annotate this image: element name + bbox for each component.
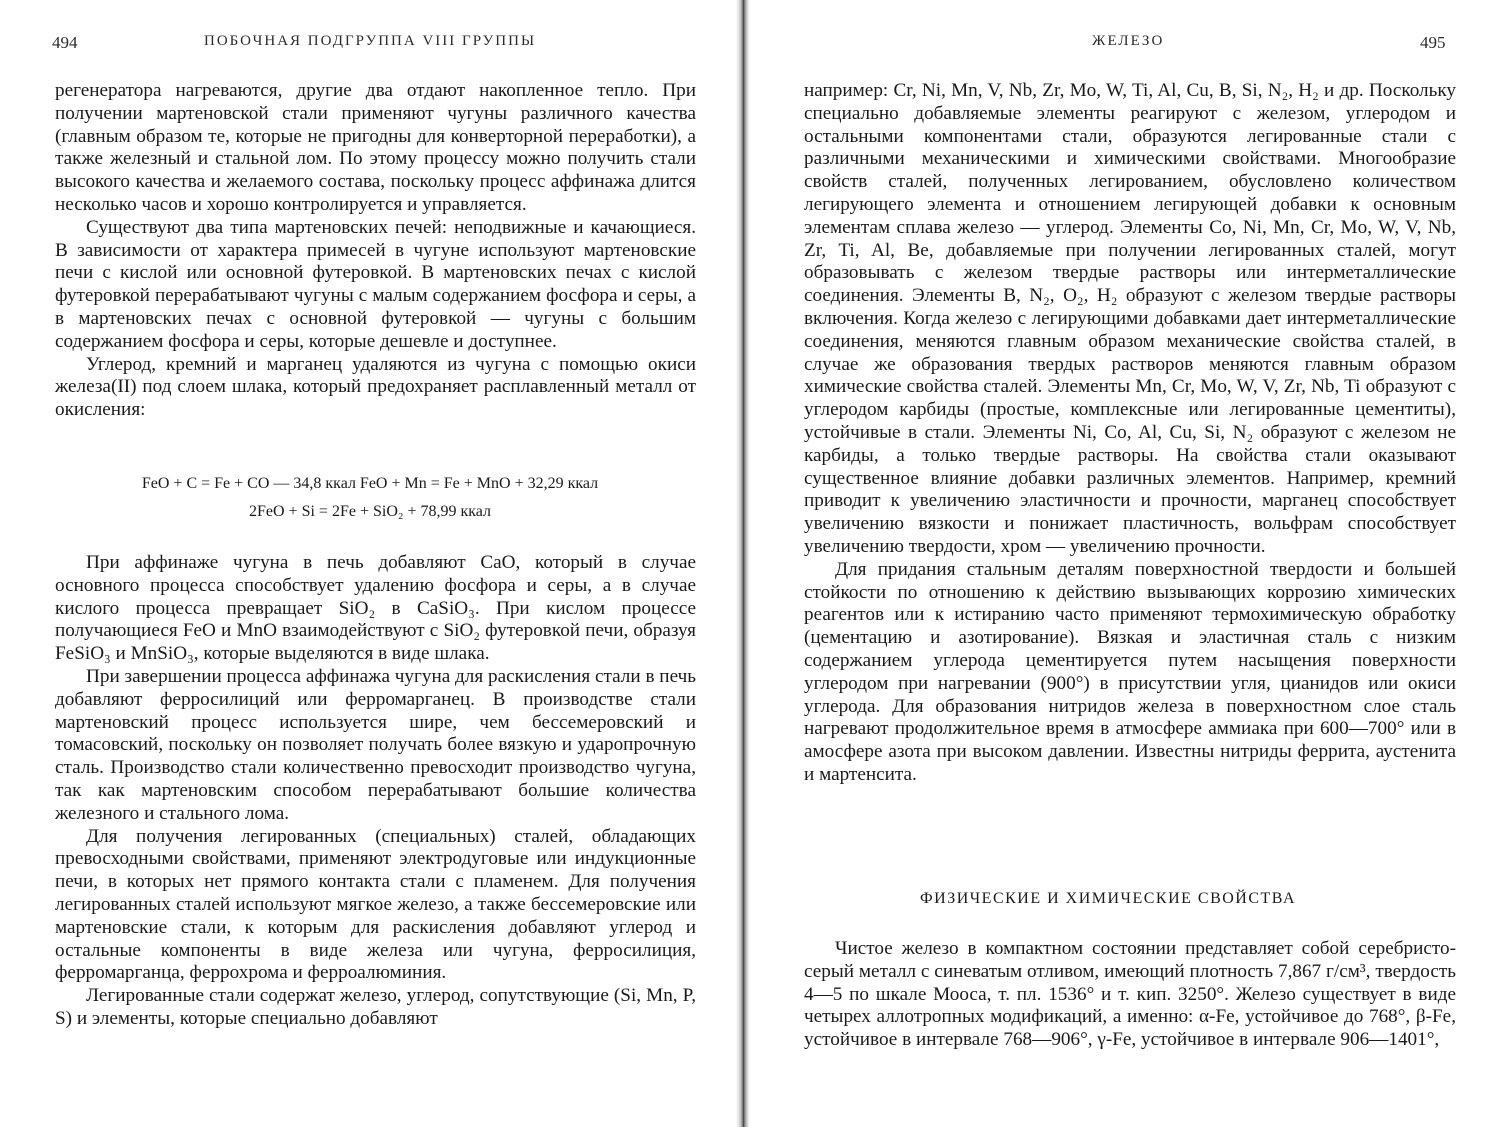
paragraph: Для получения легированных (специальных) сталей, обладающих превосходными свойствами, применяют электродуговые или индукционные печи, в которых нет прямого контакта стали с пламенем. Для получения легированных сталей используют мягкое железо, а также бессемеровские или мартеновские стали, к которым для раскисления добавляют углерод и остальные компоненты в виде железа или чугуна, ферросилиция, ферромарганца, феррохрома и ферроалюминия. bbox=[55, 825, 696, 984]
paragraph: Для придания стальным деталям поверхностной твердости и большей стойкости по отношению к действию вызывающих коррозию химических реагентов или к истиранию часто применяют термохимическую обработку (цементацию и азотирование). Вязкая и эластичная сталь с низким содержанием углерода цементируется путем насыщения поверхности углеродом при нагревании (900°) в присутствии угля, цианидов или окиси углерода. Для образования нитридов железа в поверхностном слое сталь нагревают продолжительное время в атмосфере аммиака при 600—700° или в амосфере азота при высоком давлении. Известны нитриды феррита, аустенита и мартенсита. bbox=[804, 558, 1456, 785]
formula-block bbox=[30, 470, 710, 526]
left-text-top bbox=[55, 80, 696, 422]
left-page-number: 494 bbox=[52, 33, 78, 52]
right-section-text bbox=[804, 938, 1456, 1052]
paragraph: При аффинаже чугуна в печь добавляют CaO, который в случае основного процесса способствует удалению фосфора и серы, а в случае кислого процесса превращает SiO₂ в CaSiO₃. При кислом процессе получающиеся FeO и MnO взаимодействуют с SiO₂ футеровкой печи, образуя FeSiO₃ и MnSiO₃, которые выделяются в виде шлака. bbox=[55, 552, 696, 665]
formula-line-2: 2FeO + Si = 2Fe + SiO₂ + 78,99 ккал bbox=[249, 503, 491, 520]
paragraph: При завершении процесса аффинажа чугуна для раскисления стали в печь добавляют ферросилиций или ферромарганец. В производстве стали мартеновский процесс используется шире, чем бессемеровский и томасовский, поскольку он позволяет получать более вязкую и ударопрочную сталь. Производство стали количественно превосходит производство чугуна, так как мартеновским способом перерабатывают большие количества железного и стального лома. bbox=[55, 665, 697, 824]
paragraph: Углерод, кремний и марганец удаляются из чугуна с помощью окиси железа(II) под слоем шлака, который предохраняет расплавленный металл от окисления: bbox=[55, 353, 696, 421]
paragraph: Существуют два типа мартеновских печей: неподвижные и качающиеся. В зависимости от характера примесей в чугуне используют мартеновские печи с кислой или основной футеровкой. В мартеновских печах с кислой футеровкой перерабатывают чугуны с малым содержанием фосфора и серы, а в мартеновских печах с основной футеровкой — чугуны с большим содержанием фосфора и серы, которые дешевле и доступнее. bbox=[55, 216, 696, 352]
paragraph: например: Cr, Ni, Mn, V, Nb, Zr, Mo, W, Ti, Al, Cu, B, Si, N₂, H₂ и др. Поскольку специально добавляемые элементы реагируют с железом, углеродом и остальными компонентами стали, образуются легированные стали с различными механическими и химическими свойствами. Многообразие свойств сталей, полученных легированием, обусловлено количеством легирующего элемента и отношением легирующей добавки к основным элементам сплава железо — углерод. Элементы Co, Ni, Mn, Cr, Mo, W, V, Nb, Zr, Ti, Al, Be, добавляемые при получении легированных сталей, могут образовывать с железом твердые растворы или интерметаллические соединения. Элементы B, N₂, O₂, H₂ образуют с железом твердые растворы включения. Когда железо с легирующими добавками дает интерметаллические соединения, меняются главным образом механические свойства сталей, в случае же образования твердых растворов меняются главным образом химические свойства сталей. Элементы Mn, Cr, Mo, W, V, Zr, Nb, Ti образуют с углеродом карбиды (простые, комплексные или легированные цементиты), устойчивые в стали. Элементы Ni, Co, Al, Cu, Si, N₂ образуют с железом не карбиды, а только твердые растворы. На свойства стали оказывают существенное влияние добавки различных элементов. Например, кремний приводит к увеличению эластичности и прочности, марганец способствует увеличению вязкости и понижает пластичность, вольфрам способствует увеличению твердости, хром — увеличению прочности. bbox=[804, 80, 1456, 557]
right-page bbox=[770, 0, 1504, 1127]
left-running-head: ПОБОЧНАЯ ПОДГРУППА VIII ГРУППЫ bbox=[204, 33, 537, 49]
paragraph: регенератора нагреваются, другие два отдают накопленное тепло. При получении мартеновской стали применяют чугуны различного качества (главным образом те, которые не пригодны для конверторной переработки), а также железный и стальной лом. По этому процессу можно получить стали высокого качества и желаемого состава, поскольку процесс аффинажа длится несколько часов и хорошо контролируется и управляется. bbox=[55, 80, 696, 215]
right-text bbox=[804, 80, 1456, 787]
book-spine-shadow bbox=[736, 0, 750, 1127]
paragraph: Легированные стали содержат железо, углерод, сопутствующие (Si, Mn, P, S) и элементы, которые специально добавляют bbox=[55, 985, 696, 1029]
formula-line-1: FeO + C = Fe + CO — 34,8 ккал FeO + Mn = Fe + MnO + 32,29 ккал bbox=[141, 475, 599, 492]
right-page-number: 495 bbox=[1420, 33, 1446, 52]
paragraph: Чистое железо в компактном состоянии представляет собой серебристо-серый металл с синеватым отливом, имеющий плотность 7,867 г/см³, твердость 4—5 по шкале Мооса, т. пл. 1536° и т. кип. 3250°. Железо существует в виде четырех аллотропных модификаций, а именно: α-Fe, устойчивое до 768°, β-Fe, устойчивое в интервале 768—906°, γ-Fe, устойчивое в интервале 906—1401°, bbox=[804, 938, 1456, 1051]
section-title: ФИЗИЧЕСКИЕ И ХИМИЧЕСКИЕ СВОЙСТВА bbox=[920, 890, 1297, 907]
left-page bbox=[0, 0, 740, 1127]
right-running-head: ЖЕЛЕЗО bbox=[1092, 33, 1165, 49]
left-text-bottom bbox=[55, 552, 696, 1031]
